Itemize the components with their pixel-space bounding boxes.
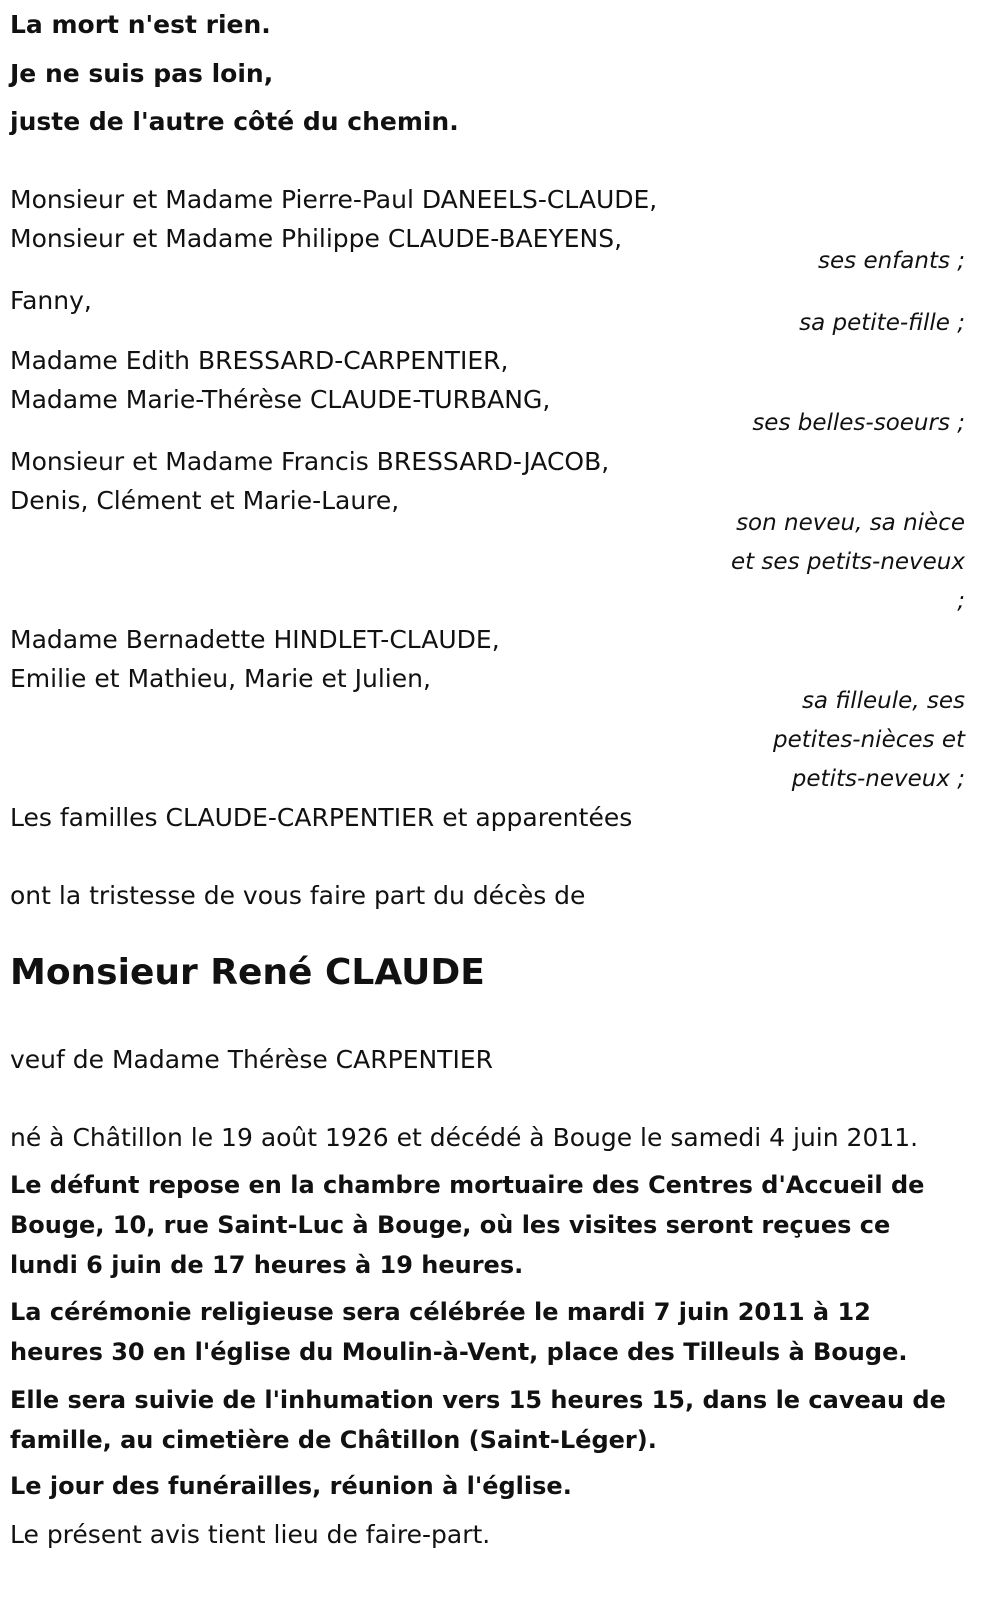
goddaughter-role-line-1: sa filleule, ses bbox=[801, 688, 965, 714]
detail-paragraph-3: Elle sera suivie de l'inhumation vers 15 heures 15, dans le caveau de famille, au cimetière de Châtillon (Saint-Léger). bbox=[10, 1386, 946, 1454]
deceased-name: Monsieur René CLAUDE bbox=[10, 952, 485, 993]
children-line-2: Monsieur et Madame Philippe CLAUDE-BAEYENS, bbox=[10, 224, 623, 253]
granddaughter-line: Fanny, bbox=[10, 286, 92, 315]
goddaughter-line-2: Emilie et Mathieu, Marie et Julien, bbox=[10, 664, 431, 693]
nephew-role-line-1: son neveu, sa nièce bbox=[736, 510, 965, 536]
nephew-role-line-2: et ses petits-neveux bbox=[730, 549, 965, 575]
quote-line-2: Je ne suis pas loin, bbox=[10, 59, 274, 88]
nephew-line-2: Denis, Clément et Marie-Laure, bbox=[10, 486, 400, 515]
granddaughter-role: sa petite-fille ; bbox=[799, 310, 965, 336]
closing-line: Le présent avis tient lieu de faire-part. bbox=[10, 1520, 491, 1549]
nephew-role-line-3: ; bbox=[957, 588, 965, 614]
children-role: ses enfants ; bbox=[818, 248, 965, 274]
quote-line-1: La mort n'est rien. bbox=[10, 10, 271, 39]
quote-line-3: juste de l'autre côté du chemin. bbox=[10, 107, 459, 136]
sisters-in-law-role: ses belles-soeurs ; bbox=[752, 410, 965, 436]
nephew-line-1: Monsieur et Madame Francis BRESSARD-JACOB, bbox=[10, 447, 610, 476]
detail-paragraph-1: Le défunt repose en la chambre mortuaire des Centres d'Accueil de Bouge, 10, rue Saint-Luc à Bouge, où les visites seront reçues ce lundi 6 juin de 17 heures à 19 heures. bbox=[10, 1171, 925, 1279]
families-line: Les familles CLAUDE-CARPENTIER et apparentées bbox=[10, 803, 633, 832]
announcement: ont la tristesse de vous faire part du décès de bbox=[10, 881, 586, 910]
children-line-1: Monsieur et Madame Pierre-Paul DANEELS-CLAUDE, bbox=[10, 185, 658, 214]
goddaughter-role-line-2: petites-nièces et bbox=[773, 727, 965, 753]
goddaughter-role-line-3: petits-neveux ; bbox=[791, 766, 965, 792]
birth-death-line: né à Châtillon le 19 août 1926 et décédé à Bouge le samedi 4 juin 2011. bbox=[10, 1123, 919, 1152]
sister-in-law-line-2: Madame Marie-Thérèse CLAUDE-TURBANG, bbox=[10, 385, 551, 414]
goddaughter-line-1: Madame Bernadette HINDLET-CLAUDE, bbox=[10, 625, 500, 654]
sister-in-law-line-1: Madame Edith BRESSARD-CARPENTIER, bbox=[10, 346, 509, 375]
detail-paragraph-4: Le jour des funérailles, réunion à l'église. bbox=[10, 1472, 572, 1500]
detail-paragraph-2: La cérémonie religieuse sera célébrée le mardi 7 juin 2011 à 12 heures 30 en l'église du Moulin-à-Vent, place des Tilleuls à Bouge. bbox=[10, 1298, 908, 1366]
widower-line: veuf de Madame Thérèse CARPENTIER bbox=[10, 1045, 493, 1074]
